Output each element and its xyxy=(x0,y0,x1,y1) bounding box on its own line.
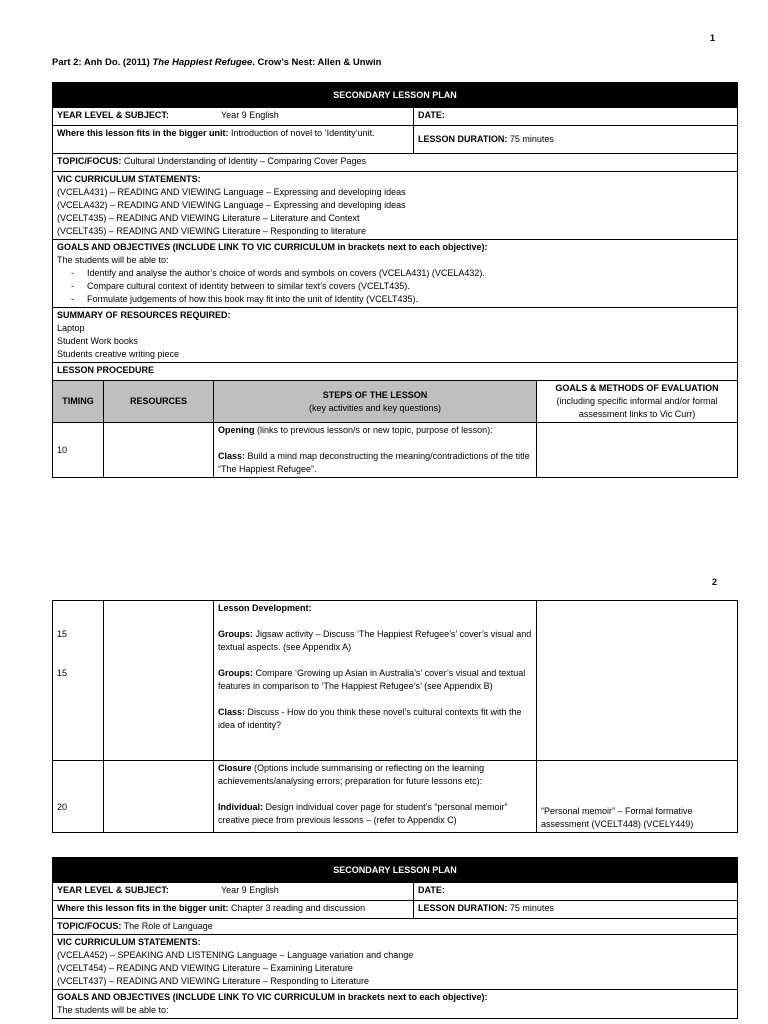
year-value: Year 9 English xyxy=(221,110,279,120)
dev-steps: Lesson Development: Groups: Jigsaw activity – Discuss ‘The Happiest Refugee’s’ cover’s visual and textual aspects. (see Appendix A) Groups: Compare ‘Growing up Asian in Australia’s’ cover’s visual and textual features in comparison to ‘The Happiest Refugee’s’ (see Appendix B) Class: Discuss - How do you think these novel’s cultural contexts fit with the idea of identity? xyxy=(214,601,537,761)
plan-header: SECONDARY LESSON PLAN xyxy=(53,858,738,883)
curriculum-cell: VIC CURRICULUM STATEMENTS: (VCELA431) – READING AND VIEWING Language – Expressing and developing ideas (VCELA432) – READING AND VIEWING Language – Expressing and developing ideas (VCELT435) – READING AND VIEWING Literature – Literature and Context (VCELT435) – READING AND VIEWING Literature – Responding to literature xyxy=(53,172,738,240)
citation-suffix: . Crow’s Nest: Allen & Unwin xyxy=(252,57,382,68)
col-goals: GOALS & METHODS OF EVALUATION (including specific informal and/or formal assessment links to Vic Curr) xyxy=(537,381,738,423)
goals-cell: GOALS AND OBJECTIVES (INCLUDE LINK TO VIC CURRICULUM in brackets next to each objective): The students will be able to: - Identify and analyse the author’s choice of words and symbols on covers (VCELA431) (VCELA432). - Compare cultural context of identity between to similar text’s covers (VCELT435). - Formulate judgements of how this book may fit into the unit of Identity (VCELT435). xyxy=(53,240,738,308)
year-level-cell xyxy=(53,108,414,126)
row1-resources xyxy=(104,423,214,478)
year-level-cell: YEAR LEVEL & SUBJECT: Year 9 English xyxy=(53,883,414,901)
plan-header: SECONDARY LESSON PLAN xyxy=(53,83,738,108)
duration-cell: LESSON DURATION: 75 minutes xyxy=(414,901,738,919)
fits-cell: Where this lesson fits in the bigger unit: Chapter 3 reading and discussion xyxy=(53,901,414,919)
col-steps: STEPS OF THE LESSON (key activities and key questions) xyxy=(214,381,537,423)
date-label: DATE: xyxy=(414,883,738,901)
resources-cell: SUMMARY OF RESOURCES REQUIRED: Laptop Student Work books Students creative writing piece xyxy=(53,308,738,363)
dev-timing: 15 15 xyxy=(53,601,104,761)
duration-cell: LESSON DURATION: 75 minutes xyxy=(414,126,738,154)
lesson-procedure-continued xyxy=(52,600,738,833)
dev-evaluation xyxy=(537,601,738,761)
closure-evaluation: “Personal memoir” – Formal formative assessment (VCELT448) (VCELY449) xyxy=(537,761,738,833)
procedure-label: LESSON PROCEDURE xyxy=(53,363,738,381)
goal-item: - Identify and analyse the author’s choice of words and symbols on covers (VCELA431) (VCELA432). xyxy=(87,267,733,280)
year-label: YEAR LEVEL & SUBJECT: xyxy=(57,110,169,120)
row1-steps: Opening (links to previous lesson/s or new topic, purpose of lesson): Class: Build a mind map deconstructing the meaning/contradictions of the title “The Happiest Refugee”. xyxy=(214,423,537,478)
col-resources: RESOURCES xyxy=(104,381,214,423)
lesson-plan-table-2 xyxy=(52,857,738,1019)
citation-prefix: Part 2: Anh Do. (2011) xyxy=(52,57,153,68)
date-label: DATE: xyxy=(414,108,738,126)
closure-resources xyxy=(104,761,214,833)
dev-resources xyxy=(104,601,214,761)
citation xyxy=(52,57,381,68)
fits-cell: Where this lesson fits in the bigger unit: Introduction of novel to ‘Identity’unit. xyxy=(53,126,414,154)
curriculum-cell: VIC CURRICULUM STATEMENTS: (VCELA452) – SPEAKING AND LISTENING Language – Language variation and change (VCELT454) – READING AND VIEWING Literature – Examining Literature (VCELT437) – READING AND VIEWING Literature – Responding to Literature xyxy=(53,935,738,990)
goal-item: - Compare cultural context of identity between to similar text’s covers (VCELT435). xyxy=(87,280,733,293)
page-number: 1 xyxy=(710,33,716,43)
page-number: 2 xyxy=(712,577,718,587)
row1-evaluation xyxy=(537,423,738,478)
goals-cell: GOALS AND OBJECTIVES (INCLUDE LINK TO VIC CURRICULUM in brackets next to each objective): The students will be able to: xyxy=(53,990,738,1019)
col-timing: TIMING xyxy=(53,381,104,423)
row1-timing: 10 xyxy=(53,423,104,478)
topic-cell: TOPIC/FOCUS: The Role of Language xyxy=(53,919,738,935)
lesson-plan-table-1 xyxy=(52,82,738,478)
closure-steps: Closure (Options include summarising or reflecting on the learning achievements/analysing errors; preparation for future lessons etc): Individual: Design individual cover page for student’s “personal memoir” creative piece from previous lessons – (refer to Appendix C) xyxy=(214,761,537,833)
closure-timing: 20 xyxy=(53,761,104,833)
topic-cell: TOPIC/FOCUS: Cultural Understanding of Identity – Comparing Cover Pages xyxy=(53,154,738,172)
citation-title: The Happiest Refugee xyxy=(152,57,253,68)
goal-item: - Formulate judgements of how this book may fit into the unit of Identity (VCELT435). xyxy=(87,293,733,306)
